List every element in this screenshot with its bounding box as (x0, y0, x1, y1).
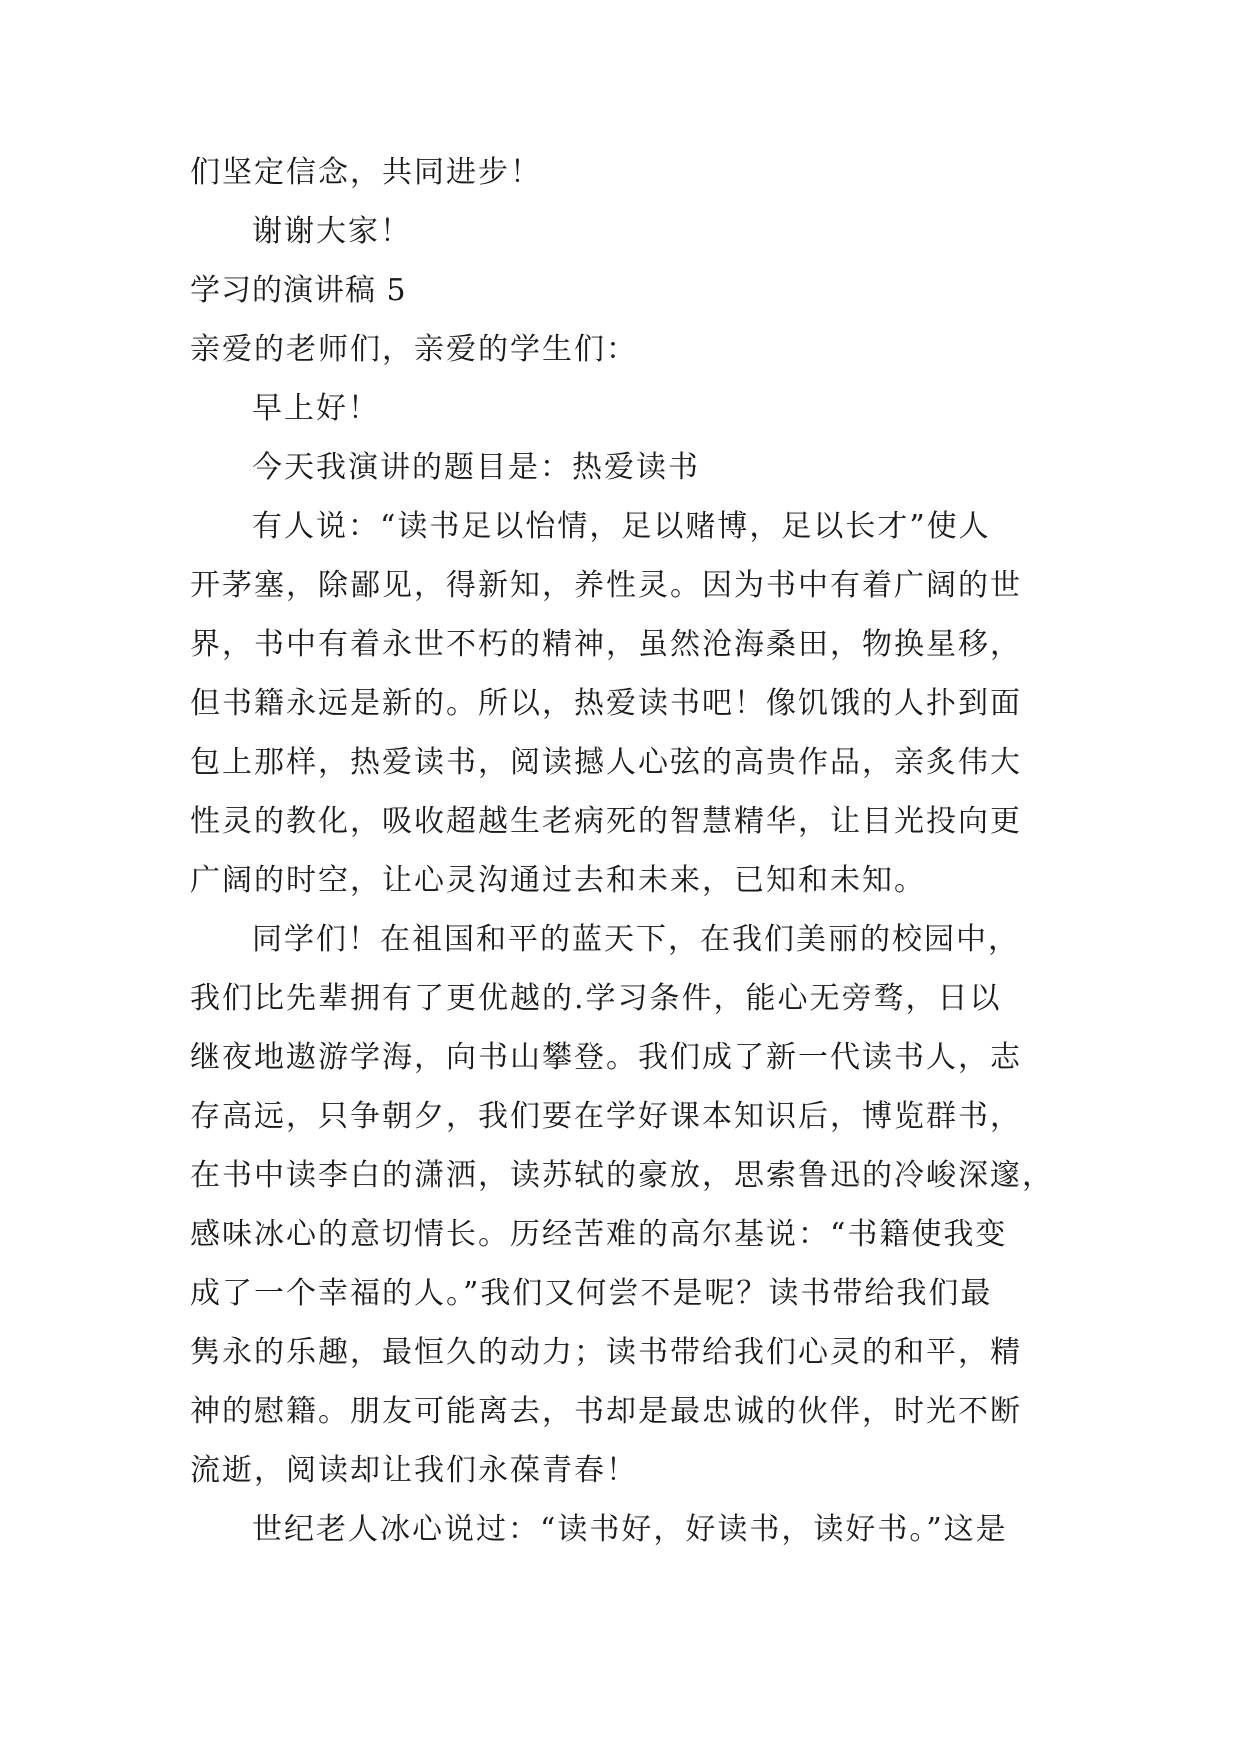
paragraph-line: 广阔的时空，让心灵沟通过去和未来，已知和未知。 (190, 863, 926, 898)
paragraph-line: 同学们！在祖国和平的蓝天下，在我们美丽的校园中， (252, 922, 1020, 957)
paragraph-line: 神的慰籍。朋友可能离去，书却是最忠诚的伙伴，时光不断 (190, 1394, 1022, 1429)
paragraph-line: 在书中读李白的潇洒，读苏轼的豪放，思索鲁迅的冷峻深邃， (190, 1158, 1054, 1193)
paragraph-line: 性灵的教化，吸收超越生老病死的智慧精华，让目光投向更 (190, 804, 1022, 839)
paragraph-line: 我们比先辈拥有了更优越的.学习条件，能心无旁骛，日以 (190, 981, 1002, 1016)
paragraph-line: 继夜地遨游学海，向书山攀登。我们成了新一代读书人，志 (190, 1040, 1022, 1075)
paragraph-line: 开茅塞，除鄙见，得新知，养性灵。因为书中有着广阔的世 (190, 568, 1022, 603)
topic-line: 今天我演讲的题目是：热爱读书 (252, 450, 700, 485)
paragraph-line: 世纪老人冰心说过：“读书好，好读书，读好书。”这是 (252, 1512, 1008, 1547)
paragraph-line: 成了一个幸福的人。”我们又何尝不是呢？读书带给我们最 (190, 1276, 993, 1311)
greeting-line: 早上好！ (252, 391, 380, 426)
paragraph-line: 有人说：“读书足以怡情，足以赌博，足以长才”使人 (252, 509, 991, 544)
text-line: 们坚定信念，共同进步！ (190, 155, 542, 190)
paragraph-line: 感味冰心的意切情长。历经苦难的高尔基说：“书籍使我变 (190, 1217, 1008, 1252)
paragraph-line: 存高远，只争朝夕，我们要在学好课本知识后，博览群书， (190, 1099, 1022, 1134)
paragraph-line: 包上那样，热爱读书，阅读撼人心弦的高贵作品，亲炙伟大 (190, 745, 1022, 780)
closing-line: 谢谢大家！ (252, 214, 412, 249)
paragraph-line: 但书籍永远是新的。所以，热爱读书吧！像饥饿的人扑到面 (190, 686, 1022, 721)
paragraph-line: 界，书中有着永世不朽的精神，虽然沧海桑田，物换星移， (190, 627, 1022, 662)
document-body (190, 155, 1054, 1574)
salutation-line: 亲爱的老师们，亲爱的学生们： (190, 332, 638, 367)
section-heading: 学习的演讲稿 5 (190, 273, 407, 308)
paragraph-line: 隽永的乐趣，最恒久的动力；读书带给我们心灵的和平，精 (190, 1335, 1022, 1370)
paragraph-line: 流逝，阅读却让我们永葆青春！ (190, 1453, 638, 1488)
